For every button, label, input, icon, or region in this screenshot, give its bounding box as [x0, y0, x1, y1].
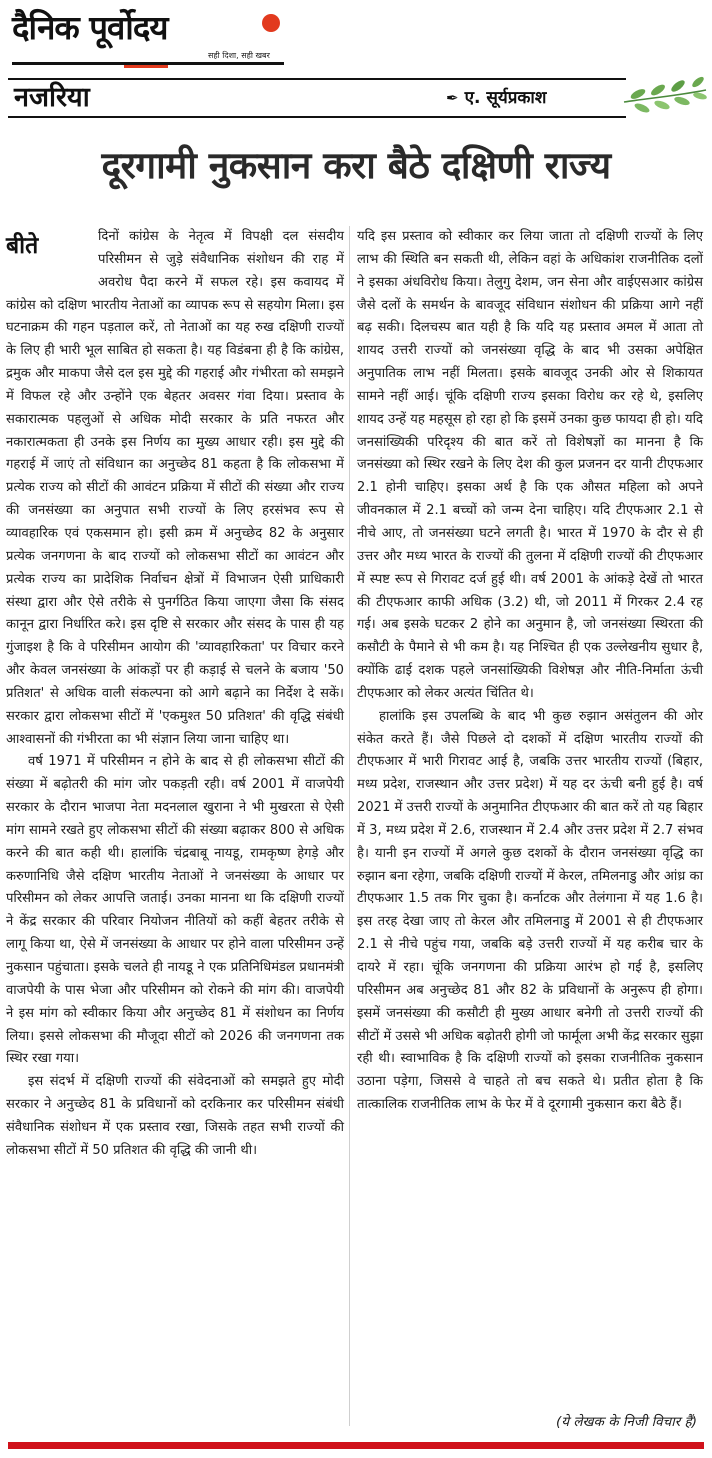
paragraph: दिनों कांग्रेस के नेतृत्व में विपक्षी दल संसदीय परिसीमन से जुड़े संवैधानिक संशोधन की राह में अवरोध पैदा करने में सफल रहे। इस कवायद में कांग्रेस को दक्षिण भारतीय नेताओं का व्यापक रूप से सहयोग मिला। इस घटनाक्रम की गहन पड़ताल करें, तो नेताओं का यह रुख दक्षिणी राज्यों के लिए ही भारी भूल साबित हो सकता है। यह विडंबना ही है कि कांग्रेस, द्रमुक और माकपा जैसे दल इस मुद्दे की गहराई और गंभीरता को समझने में विफल रहे और उन्होंने एक बेहतर अवसर गंवा दिया। प्रस्ताव के सकारात्मक पहलुओं से अधिक मोदी सरकार के प्रति नफरत और नकारात्मकता ही उनके इस निर्णय का मुख्य आधार रही। इस मुद्दे की गहराई में जाएं तो संविधान का अनुच्छेद 81 कहता है कि लोकसभा में प्रत्येक राज्य को सीटों की आवंटन प्रक्रिया में सीटों की संख्या और राज्य की जनसंख्या का अनुपात सभी राज्यों के लिए हरसंभव रूप से व्यावहारिक एवं एकसमान हो। इसी क्रम में अनुच्छेद 82 के अनुसार प्रत्येक जनगणना के बाद राज्यों को लोकसभा सीटों का आवंटन और प्रत्येक राज्य का प्रादेशिक निर्वाचन क्षेत्रों में विभाजन ऐसी प्राधिकारी संस्था द्वारा और ऐसे तरीके से पुनर्गठित किया जाएगा जैसा कि संसद कानून द्वारा निर्धारित करे। इस दृष्टि से सरकार और संसद के पास ही यह गुंजाइश है कि वे परिसीमन आयोग की 'व्यावहारिकता' पर विचार करने और केवल जनसंख्या के आंकड़ों पर ही कड़ाई से चलने के बजाय '50 प्रतिशत' से अधिक वाली संकल्पना को आगे बढ़ाने का निर्देश दे सकें। सरकार द्वारा लोकसभा सीटों में 'एकमुश्त 50 प्रतिशत' की वृद्धि संबंधी आश्वासनों की गंभीरता का भी संज्ञान लिया जाना चाहिए था।: [6, 229, 344, 747]
paragraph: यदि इस प्रस्ताव को स्वीकार कर लिया जाता तो दक्षिणी राज्यों के लिए लाभ की स्थिति बन सकती थी, लेकिन वहां के अधिकांश राजनीतिक दलों ने इसका अंधविरोध किया। तेलुगु देशम, जन सेना और वाईएसआर कांग्रेस जैसे दलों के समर्थन के बावजूद संविधान संशोधन की प्रक्रिया आगे नहीं बढ़ सकी। दिलचस्प बात यही है कि यदि यह प्रस्ताव अमल में आता तो शायद उत्तरी राज्यों को जनसंख्या वृद्धि के बाद भी उसका अपेक्षित अनुपातिक लाभ नहीं मिलता। इसके बावजूद उनकी ओर से शिकायत सामने नहीं आई। चूंकि दक्षिणी राज्य इसका विरोध कर रहे थे, इसलिए शायद उन्हें यह महसूस हो रहा हो कि इसमें उनका कुछ फायदा ही हो। यदि जनसांख्यिकी परिदृश्य की बात करें तो विशेषज्ञों का मानना है कि जनसंख्या को स्थिर रखने के लिए देश की कुल प्रजनन दर यानी टीएफआर 2.1 होनी चाहिए। इसका अर्थ है कि एक औसत महिला को अपने जीवनकाल में 2.1 बच्चों को जन्म देना चाहिए। यदि टीएफआर 2.1 से नीचे आए, तो जनसंख्या घटने लगती है। भारत में 1970 के दौर से ही उत्तर और मध्य भारत के राज्यों की तुलना में दक्षिणी राज्यों की टीएफआर में स्पष्ट रूप से गिरावट दर्ज हुई थी। वर्ष 2001 के आंकड़े देखें तो भारत की टीएफआर काफी अधिक (3.2) थी, जो 2011 में गिरकर 2.4 रह गई। अब इसके घटकर 2 होने का अनुमान है, जो जनसंख्या स्थिरता की कसौटी के पैमाने से भी कम है। यह निश्चित ही एक उल्लेखनीय सुधार है, क्योंकि ढाई दशक पहले जनसांख्यिकी विशेषज्ञ और नीति-निर्माता ऊंची टीएफआर को लेकर अत्यंत चिंतित थे।: [357, 229, 703, 701]
column-divider: [349, 226, 350, 1426]
drop-word: बीते: [6, 233, 39, 259]
page-bottom-bar: [8, 1442, 704, 1449]
newspaper-name: दैनिक पूर्वोदय: [12, 8, 168, 47]
byline: [446, 86, 546, 110]
author-disclaimer: (ये लेखक के निजी विचार हैं): [555, 1414, 697, 1430]
newspaper-tagline: सही दिशा, सही खबर: [208, 51, 270, 60]
column-header-bottom-rule: [8, 116, 626, 118]
paragraph: हालांकि इस उपलब्धि के बाद भी कुछ रुझान असंतुलन की ओर संकेत करते हैं। जैसे पिछले दो दशकों में दक्षिण भारतीय राज्यों की टीएफआर में भारी गिरावट आई है, जबकि उत्तर भारतीय राज्यों (बिहार, मध्य प्रदेश, राजस्थान और उत्तर प्रदेश) में यह दर ऊंची बनी हुई है। वर्ष 2021 में उत्तरी राज्यों के अनुमानित टीएफआर की बात करें तो यह बिहार में 3, मध्य प्रदेश में 2.6, राजस्थान में 2.4 और उत्तर प्रदेश में 2.7 संभव है। यानी इन राज्यों में अगले कुछ दशकों के दौरान जनसंख्या वृद्धि का रुझान बना रहेगा, जबकि दक्षिणी राज्यों में केरल, तमिलनाडु और आंध्र का टीएफआर 1.5 तक गिर चुका है। कर्नाटक और तेलंगाना में यह 1.6 है। इस तरह देखा जाए तो केरल और तमिलनाडु में 2001 से ही टीएफआर 2.1 से नीचे पहुंच गया, जबकि बड़े उत्तरी राज्यों में यह करीब चार के दायरे में रहा। चूंकि जनगणना की प्रक्रिया आरंभ हो गई है, इसलिए परिसीमन अब अनुच्छेद 81 और 82 के प्रविधानों के अनुरूप ही होगा। इसमें जनसंख्या की कसौटी ही मुख्य आधार बनेगी तो उत्तरी राज्यों की सीटों में उससे भी अधिक बढ़ोतरी होगी जो फार्मूला अभी केंद्र सरकार सुझा रही थी। स्वाभाविक है कि दक्षिणी राज्यों को इसका राजनीतिक नुकसान उठाना पड़ेगा, जिससे वे चाहते तो बच सकते थे। प्रतीत होता है कि तात्कालिक राजनीतिक लाभ के फेर में वे दूरगामी नुकसान करा बैठे हैं।: [357, 708, 703, 1113]
masthead-accent-rule: [124, 65, 168, 68]
paragraph: इस संदर्भ में दक्षिणी राज्यों की संवेदनाओं को समझते हुए मोदी सरकार ने अनुच्छेद 81 के प्रविधानों को दरकिनार कर परिसीमन संबंधी संवैधानिक संशोधन में एक प्रस्ताव रखा, जिसके तहत सभी राज्यों की लोकसभा सीटों में 50 प्रतिशत की वृद्धि की जानी थी।: [6, 1074, 344, 1158]
article-column-right: [357, 226, 703, 1117]
masthead-dot-icon: [262, 14, 280, 32]
pen-icon: ✒: [446, 89, 459, 107]
article-headline: दूरगामी नुकसान करा बैठे दक्षिणी राज्य: [101, 144, 611, 187]
paragraph: वर्ष 1971 में परिसीमन न होने के बाद से ही लोकसभा सीटों की संख्या में बढ़ोतरी की मांग जोर पकड़ती रही। वर्ष 2001 में वाजपेयी सरकार के दौरान भाजपा नेता मदनलाल खुराना ने भी मुखरता से ऐसी मांग सामने रखते हुए लोकसभा सीटों की संख्या बढ़ाकर 800 से अधिक करने की बात कही थी। हालांकि चंद्रबाबू नायडू, रामकृष्ण हेगड़े और करुणानिधि जैसे दक्षिण भारतीय नेताओं ने जनसंख्या के आधार पर परिसीमन को लेकर आपत्ति जताई। उनका मानना था कि दक्षिणी राज्यों ने केंद्र सरकार की परिवार नियोजन नीतियों को कहीं बेहतर तरीके से लागू किया था, ऐसे में जनसंख्या के आधार पर होने वाला परिसीमन उन्हें नुकसान पहुंचाता। इसके चलते ही नायडू ने एक प्रतिनिधिमंडल प्रधानमंत्री वाजपेयी के पास भेजा और परिसीमन को रोकने की मांग की। वाजपेयी ने इस मांग को स्वीकार किया और अनुच्छेद 81 में संशोधन का निर्णय लिया। इससे लोकसभा की मौजूदा सीटों को 2026 की जनगणना तक स्थिर रखा गया।: [6, 754, 344, 1067]
author-name: ए. सूर्यप्रकाश: [464, 88, 547, 108]
article-column-left: [6, 226, 344, 1163]
column-header: [8, 78, 704, 118]
leaf-sprig-icon: [620, 72, 708, 124]
column-header-top-rule: [8, 78, 626, 80]
column-name: नजरिया: [14, 82, 90, 113]
masthead: [12, 6, 282, 70]
